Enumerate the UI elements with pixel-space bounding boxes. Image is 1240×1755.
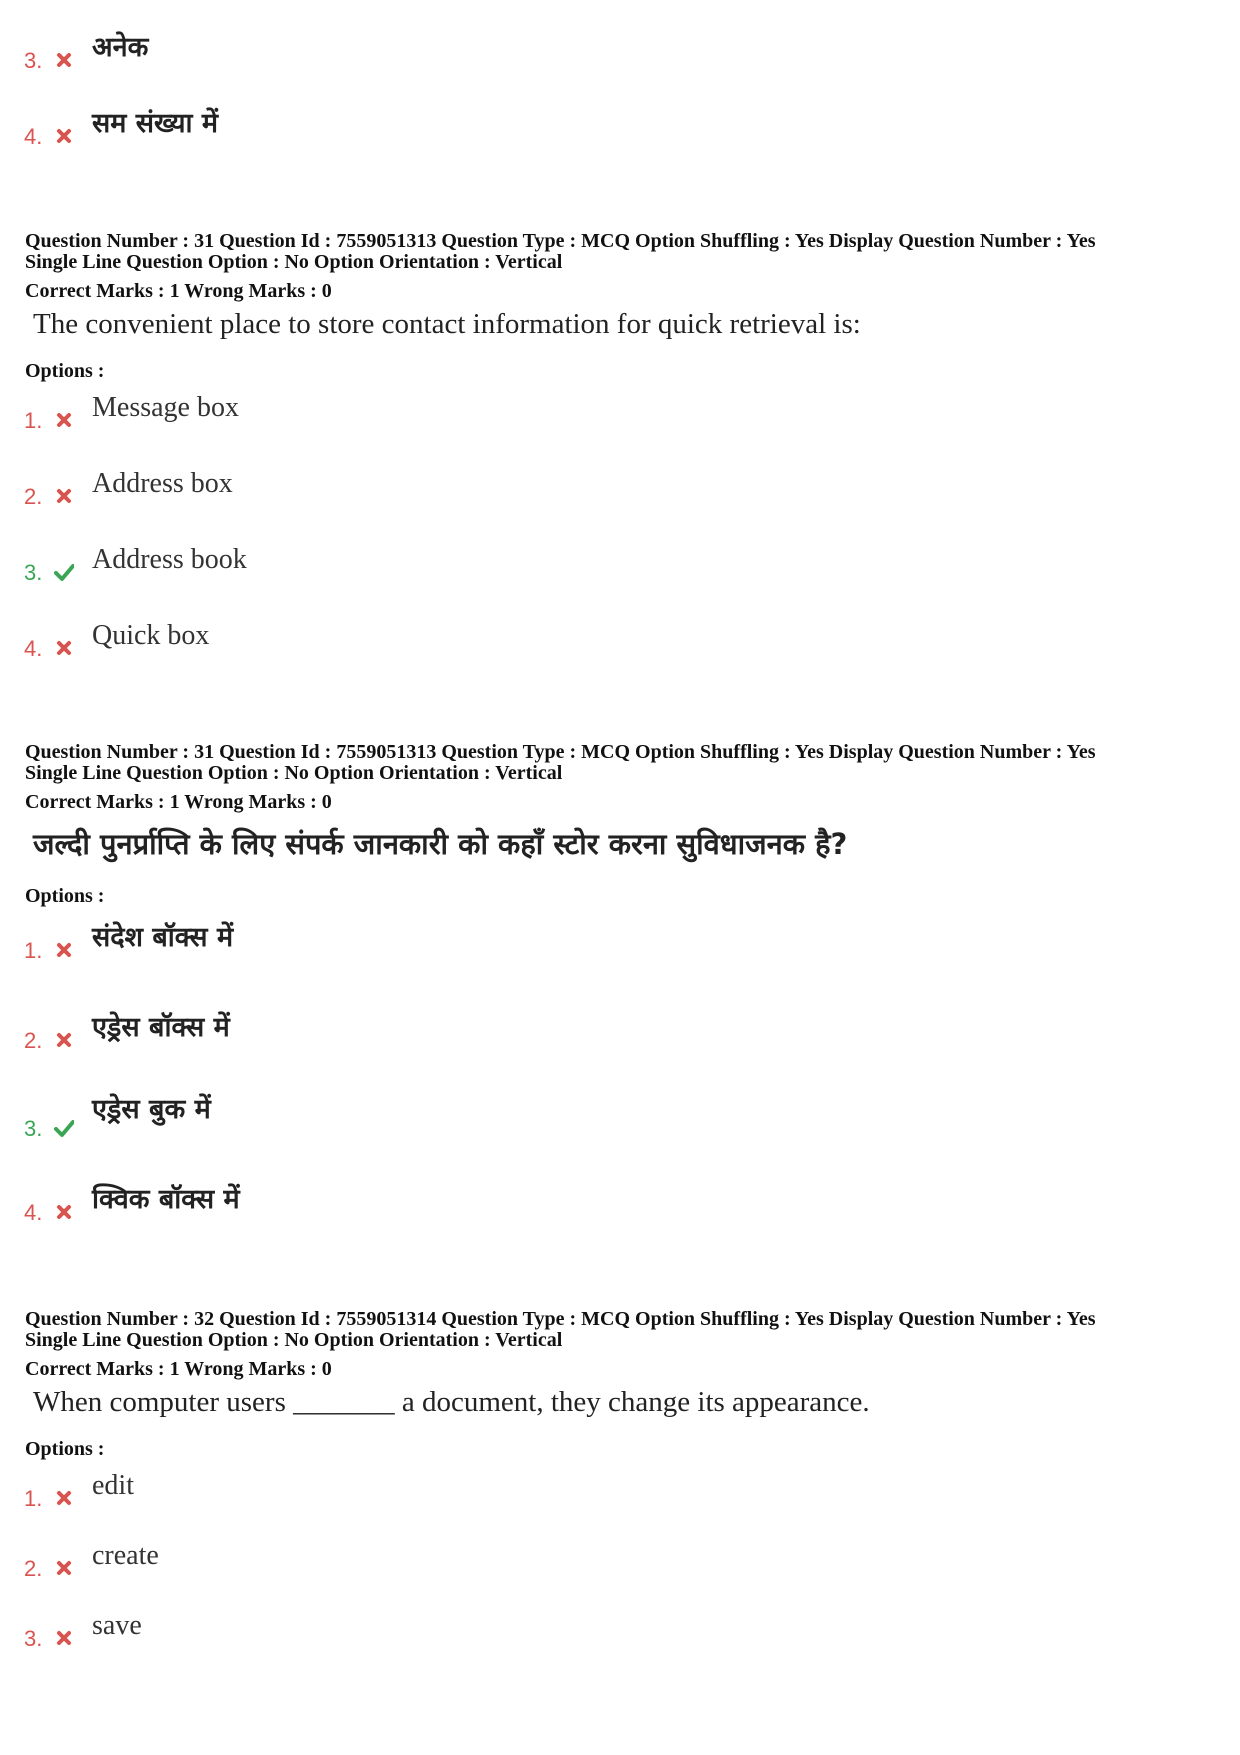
question-marks: Correct Marks : 1 Wrong Marks : 0 xyxy=(25,791,332,813)
check-icon xyxy=(54,562,74,582)
question-text: When computer users _______ a document, they change its appearance. xyxy=(33,1386,870,1418)
cross-icon xyxy=(54,410,74,430)
question-text: जल्दी पुनर्प्राप्ति के लिए संपर्क जानकारी को कहाँ स्टोर करना सुविधाजनक है? xyxy=(33,827,848,861)
option-number: 1. xyxy=(24,408,43,433)
option-text: Address box xyxy=(92,468,233,499)
option-text: save xyxy=(92,1610,142,1641)
cross-icon xyxy=(54,1488,74,1508)
question-marks: Correct Marks : 1 Wrong Marks : 0 xyxy=(25,280,332,302)
option-text: सम संख्या में xyxy=(92,108,219,139)
option-row xyxy=(24,390,624,434)
question-meta-2: Single Line Question Option : No Option Orientation : Vertical xyxy=(25,1329,563,1351)
cross-icon xyxy=(54,1202,74,1222)
option-number: 3. xyxy=(24,1116,43,1141)
question-meta-2: Single Line Question Option : No Option Orientation : Vertical xyxy=(25,251,563,273)
option-number: 3. xyxy=(24,1626,43,1651)
option-text: एड्रेस बुक में xyxy=(92,1094,211,1125)
options-label: Options : xyxy=(25,1438,105,1460)
question-meta: Question Number : 31 Question Id : 7559051313 Question Type : MCQ Option Shuffling : Yes Display Question Number : Yes xyxy=(25,230,1096,252)
option-text: अनेक xyxy=(92,32,149,63)
question-meta: Question Number : 31 Question Id : 7559051313 Question Type : MCQ Option Shuffling : Yes Display Question Number : Yes xyxy=(25,741,1096,763)
option-number: 1. xyxy=(24,938,43,963)
question-meta: Question Number : 32 Question Id : 7559051314 Question Type : MCQ Option Shuffling : Yes Display Question Number : Yes xyxy=(25,1308,1096,1330)
option-number: 2. xyxy=(24,1556,43,1581)
cross-icon xyxy=(54,1628,74,1648)
option-row xyxy=(24,1010,624,1054)
option-row xyxy=(24,30,624,74)
option-row xyxy=(24,920,624,964)
option-number: 2. xyxy=(24,484,43,509)
cross-icon xyxy=(54,486,74,506)
option-row xyxy=(24,1094,624,1142)
option-row xyxy=(24,1538,624,1582)
option-number: 3. xyxy=(24,48,43,73)
option-row xyxy=(24,106,624,150)
option-row xyxy=(24,618,624,662)
option-row xyxy=(24,1182,624,1226)
question-meta-2: Single Line Question Option : No Option Orientation : Vertical xyxy=(25,762,563,784)
option-row xyxy=(24,466,624,510)
cross-icon xyxy=(54,638,74,658)
options-label: Options : xyxy=(25,360,105,382)
option-row xyxy=(24,1608,624,1652)
options-label: Options : xyxy=(25,885,105,907)
option-text: संदेश बॉक्स में xyxy=(92,922,234,953)
option-number: 4. xyxy=(24,636,43,661)
cross-icon xyxy=(54,50,74,70)
option-number: 2. xyxy=(24,1028,43,1053)
check-icon xyxy=(54,1118,74,1138)
option-text: एड्रेस बॉक्स में xyxy=(92,1012,230,1043)
question-text: The convenient place to store contact information for quick retrieval is: xyxy=(33,308,861,340)
option-text: Address book xyxy=(92,544,247,575)
option-text: क्विक बॉक्स में xyxy=(92,1184,240,1215)
cross-icon xyxy=(54,126,74,146)
option-text: Quick box xyxy=(92,620,210,651)
cross-icon xyxy=(54,1558,74,1578)
option-text: edit xyxy=(92,1470,134,1501)
cross-icon xyxy=(54,940,74,960)
question-marks: Correct Marks : 1 Wrong Marks : 0 xyxy=(25,1358,332,1380)
option-number: 3. xyxy=(24,560,43,585)
option-row xyxy=(24,1468,624,1512)
option-number: 4. xyxy=(24,1200,43,1225)
option-number: 4. xyxy=(24,124,43,149)
option-row xyxy=(24,542,624,586)
cross-icon xyxy=(54,1030,74,1050)
option-number: 1. xyxy=(24,1486,43,1511)
option-text: Message box xyxy=(92,392,239,423)
option-text: create xyxy=(92,1540,159,1571)
